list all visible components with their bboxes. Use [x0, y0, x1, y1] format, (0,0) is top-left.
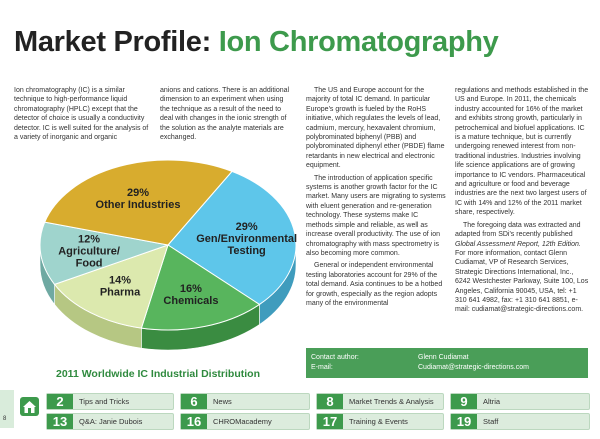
pie-label-text: Testing [227, 245, 266, 258]
pie-label-text: Other Industries [95, 198, 181, 211]
nav-label: Tips and Tricks [79, 397, 130, 406]
pie-label-value: 29% [126, 186, 150, 199]
nav-number: 2 [47, 394, 73, 409]
contact-email-row [311, 363, 529, 372]
pie-label-value: 16% [179, 282, 202, 295]
nav-item-training-events[interactable] [316, 413, 444, 430]
paragraph: Ion chromatography (IC) is a similar technique to high-performance liquid chromatography (HPLC) except that the detector of choice is usually a conductivity detector. IC is well suited for the analysis of a variety of inorganic and organic [14, 87, 149, 142]
pie-label-text: Gen/Environmental [196, 233, 298, 246]
nav-label: Training & Events [349, 417, 408, 426]
nav-item-qa-janie-dubois[interactable] [46, 413, 174, 430]
source-text-pre: The foregoing data was extracted and adapted from SDi's recently published [455, 221, 581, 239]
paragraph: anions and cations. There is an additional dimension to an experiment when using the technique as a result of the need to deal with changes in the ionic strength of the solution as the analyte materials are exchanged. [160, 87, 290, 142]
paragraph: The introduction of application specific systems is another growth factor for the IC market. Many users are migrating to systems with eluent generation and re-generation technology. These systems make IC methods simple and reliable, as well as increase overall productivity. The use of ion chromatography with mass spectrometry is also becoming more common. [306, 174, 446, 257]
nav-number: 8 [317, 394, 343, 409]
chart-title: 2011 Worldwide IC Industrial Distribution [56, 368, 261, 380]
nav-label: Market Trends & Analysis [349, 397, 434, 406]
nav-item-staff[interactable] [450, 413, 590, 430]
text-column-3 [306, 86, 446, 311]
contact-box [306, 348, 588, 378]
nav-number: 9 [451, 394, 477, 409]
pie-label-text: Chemicals [163, 294, 219, 307]
nav-item-tips-and-tricks[interactable] [46, 393, 174, 410]
paragraph: regulations and methods established in the US and Europe. In 2011, the chemicals industry accounted for 16% of the market and exhibits strong growth, particularly in petrochemical and biofuel applications. IC is a mature technique, but is currently undergoing renewed interest from non-traditional industries. Industries involving life science applications are of growing importance to IC vendors. Pharmaceutical and agriculture or food and beverage industries are the next two largest users of IC with 14% and 12% of the 2011 market share, respectively. [455, 87, 589, 217]
title-accent: Ion Chromatography [218, 26, 499, 58]
pie-chart [20, 145, 310, 370]
nav-label: Q&A: Janie Dubois [79, 417, 143, 426]
footer-nav [0, 390, 600, 439]
paragraph: The US and Europe account for the majority of total IC demand. In particular Europe's growth is fueled by the RoHS initiative, which regulates the levels of lead, cadmium, mercury, hexavalent chromium, polybrominated biphenyl (PBB) and polybrominated diphenyl ether (PBDE) flame retardants in new electrical and electronic equipment. [306, 87, 445, 170]
nav-item-altria[interactable] [450, 393, 590, 410]
nav-item-news[interactable] [180, 393, 310, 410]
pie-chart-svg [20, 145, 310, 370]
nav-number: 19 [451, 414, 477, 429]
pie-label-value: 12% [78, 233, 101, 246]
text-column-4 [455, 86, 590, 318]
report-title: Global Assessment Report, 12th Edition. [455, 240, 581, 248]
paragraph-source [455, 221, 590, 315]
contact-author-value: Glenn Cudiamat [418, 354, 469, 361]
nav-item-market-trends[interactable] [316, 393, 444, 410]
nav-label: Staff [483, 417, 499, 426]
nav-label: CHROMacademy [213, 417, 272, 426]
page-tab [0, 390, 14, 428]
home-icon [20, 397, 39, 416]
pie-label-text: Food [75, 257, 103, 270]
home-button[interactable] [20, 397, 39, 416]
pie-label-value: 14% [109, 274, 132, 287]
pie-label-text: Pharma [99, 286, 141, 299]
pie-label-text: Agriculture/ [58, 245, 120, 258]
source-text-post: For more information, contact Glenn Cudiamat, VP of Research Services, Strategic Directions International, Inc., 6242 Westchester Parkway, Suite 100, Los Angeles, California 90045, USA, tel: +1 310 641 4982, fax: +1 310 641 8851, e-mail: cudiamat@strategic-directions.com. [455, 249, 589, 314]
text-column-2 [160, 86, 292, 145]
title-main: Market Profile: [14, 26, 211, 58]
contact-author-row [311, 353, 469, 362]
paragraph: General or independent environmental testing laboratories account for 29% of the total demand. Asia continues to be a hotbed for growth, especially as the region adopts many of the environmental [306, 262, 443, 307]
nav-label: Altria [483, 397, 501, 406]
nav-label: News [213, 397, 232, 406]
pie-label-value: 29% [235, 221, 258, 234]
contact-email-link[interactable]: Cudiamat@strategic-directions.com [418, 364, 529, 371]
nav-number: 17 [317, 414, 343, 429]
nav-number: 6 [181, 394, 207, 409]
nav-number: 13 [47, 414, 73, 429]
text-column-1 [14, 86, 150, 145]
page-title [14, 26, 499, 59]
contact-email-label: E-mail: [311, 364, 333, 371]
nav-item-chromacademy[interactable] [180, 413, 310, 430]
nav-number: 16 [181, 414, 207, 429]
contact-author-label: Contact author: [311, 354, 359, 361]
page-number: 8 [3, 416, 7, 422]
